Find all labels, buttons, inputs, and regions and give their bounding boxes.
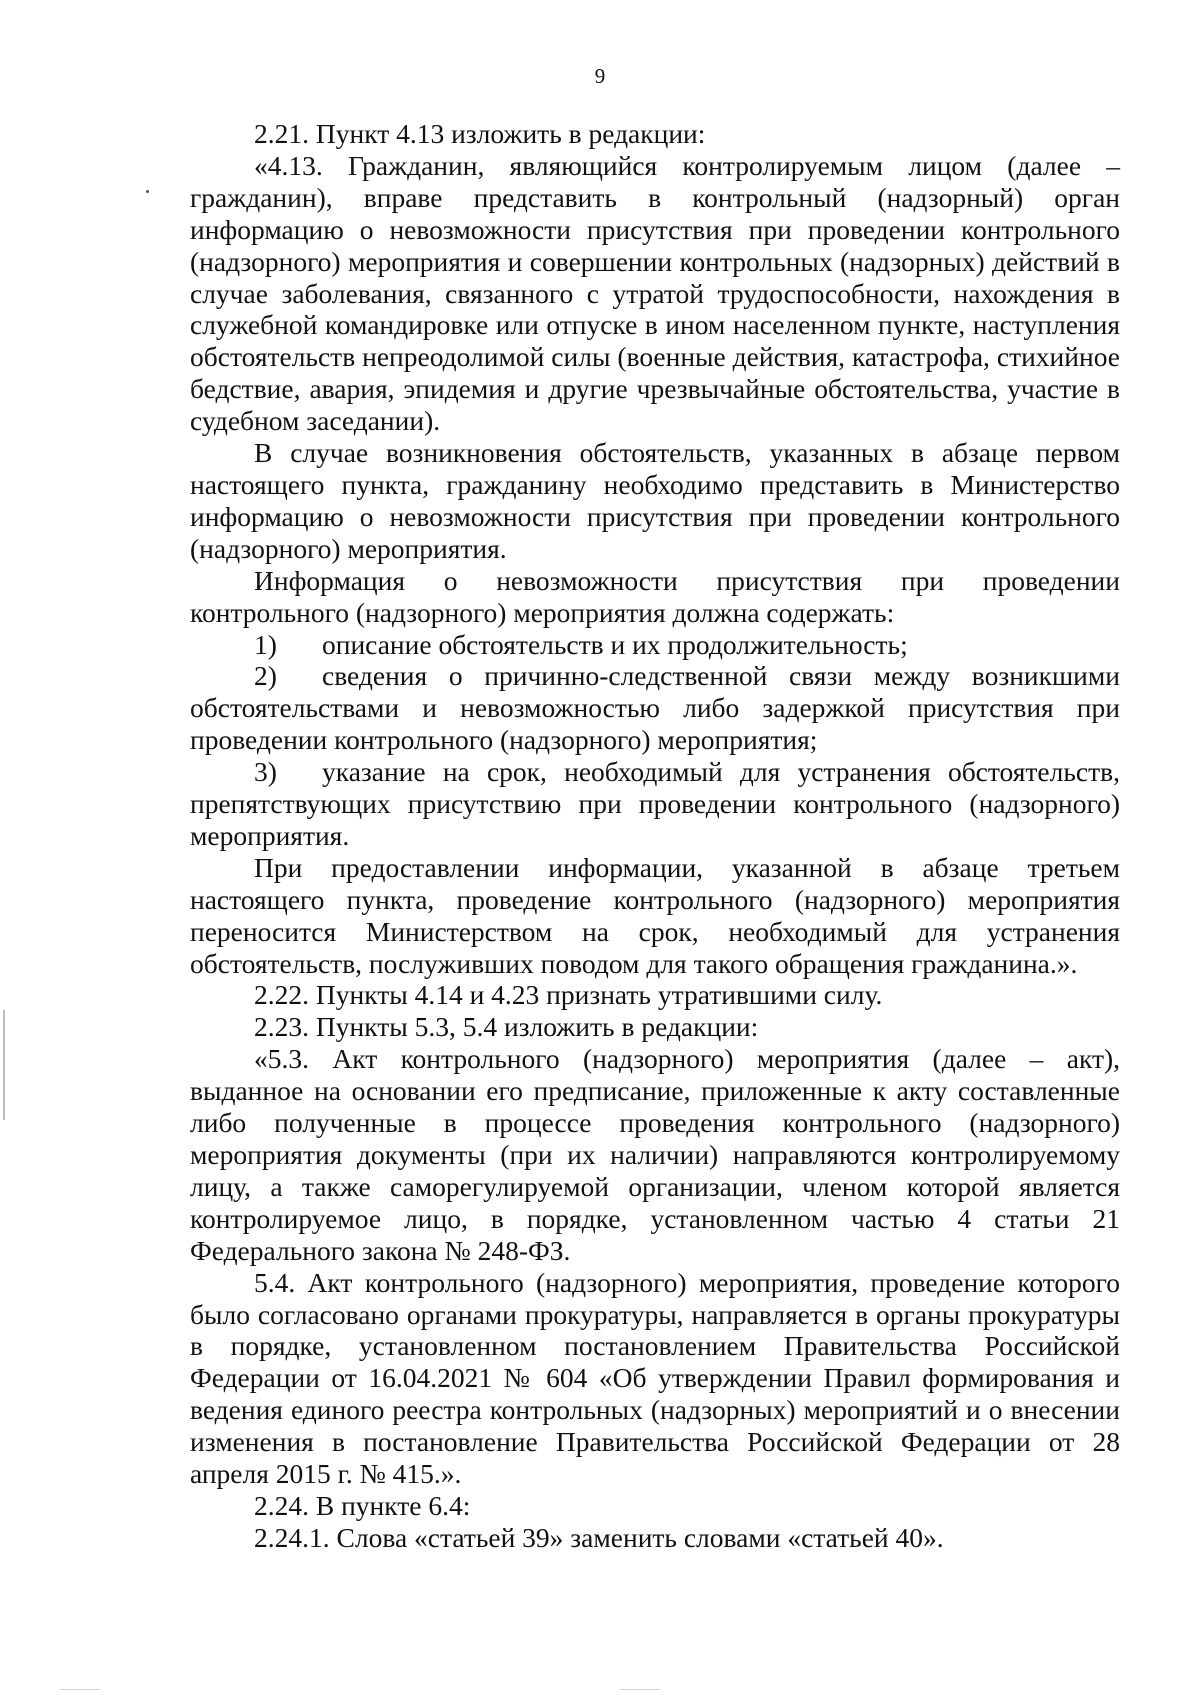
list-item-number: 2) xyxy=(254,660,277,692)
scan-edge-mark xyxy=(620,1689,660,1690)
paragraph-2-24-1: 2.24.1. Слова «статьей 39» заменить словами «статьей 40». xyxy=(254,1521,944,1553)
list-item xyxy=(190,660,1120,756)
paragraph-5-3: «5.3. Акт контрольного (надзорного) мероприятия (далее – акт), выданное на основании его предписание, приложенные к акту составленные либо полученные в процессе проведения контрольного (надзорного) мероприятия документы (при их наличии) направляются контролируемому лицу, а также саморегулируемой организации, членом которой является контролируемое лицо, в порядке, установленном частью 4 статьи 21 Федерального закона № 248-ФЗ. xyxy=(190,1043,1120,1266)
page-number: 9 xyxy=(594,64,606,88)
list-item xyxy=(190,756,1120,852)
paragraph-circumstances: В случае возникновения обстоятельств, указанных в абзаце первом настоящего пункта, гражданину необходимо представить в Министерство информацию о невозможности присутствия при проведении контрольного (надзорного) мероприятия. xyxy=(190,437,1120,564)
list-item-number: 3) xyxy=(254,756,277,788)
list-item xyxy=(190,629,1120,661)
scan-dot xyxy=(146,190,149,193)
paragraph-2-21: 2.21. Пункт 4.13 изложить в редакции: xyxy=(254,118,706,149)
paragraph-2-23: 2.23. Пункты 5.3, 5.4 изложить в редакции: xyxy=(254,1011,759,1043)
paragraph-2-24: 2.24. В пункте 6.4: xyxy=(254,1489,471,1521)
paragraph-postponement: При предоставлении информации, указанной в абзаце третьем настоящего пункта, проведение контрольного (надзорного) мероприятия переносится Министерством на срок, необходимый для устранения обстоятельств, послуживших поводом для такого обращения гражданина.». xyxy=(190,851,1120,979)
list-item-number: 1) xyxy=(254,628,277,660)
paragraph-5-4: 5.4. Акт контрольного (надзорного) мероприятия, проведение которого было согласовано органами прокуратуры, направляется в органы прокуратуры в порядке, установленном постановлением Правительства Российской Федерации от 16.04.2021 № 604 «Об утверждении Правил формирования и ведения единого реестра контрольных (надзорных) мероприятий и о внесении изменения в постановление Правительства Российской Федерации от 28 апреля 2015 г. № 415.». xyxy=(190,1266,1120,1490)
list-item-text: указание на срок, необходимый для устранения обстоятельств, препятствующих присутствию при проведении контрольного (надзорного) мероприятия. xyxy=(190,756,1120,851)
list-item-text: сведения о причинно-следственной связи между возникшими обстоятельствами и невозможностью либо задержкой присутствия при проведении контрольного (надзорного) мероприятия; xyxy=(190,660,1120,756)
paragraph-information-contents: Информация о невозможности присутствия при проведении контрольного (надзорного) мероприятия должна содержать: xyxy=(190,564,1120,628)
list-item-text: описание обстоятельств и их продолжительность; xyxy=(322,628,908,660)
paragraph-2-22: 2.22. Пункты 4.14 и 4.23 признать утратившими силу. xyxy=(254,979,883,1011)
paragraph-4-13: «4.13. Гражданин, являющийся контролируемым лицом (далее – гражданин), вправе представить в контрольный (надзорный) орган информацию о невозможности присутствия при проведении контрольного (надзорного) мероприятия и совершении контрольных (надзорных) действий в случае заболевания, связанного с утратой трудоспособности, нахождения в служебной командировке или отпуске в ином населенном пункте, наступления обстоятельств непреодолимой силы (военные действия, катастрофа, стихийное бедствие, авария, эпидемия и другие чрезвычайные обстоятельства, участие в судебном заседании). xyxy=(190,149,1120,437)
scan-edge-mark xyxy=(60,1689,100,1690)
scan-margin-line xyxy=(3,1010,5,1120)
document-body xyxy=(190,118,1120,1554)
